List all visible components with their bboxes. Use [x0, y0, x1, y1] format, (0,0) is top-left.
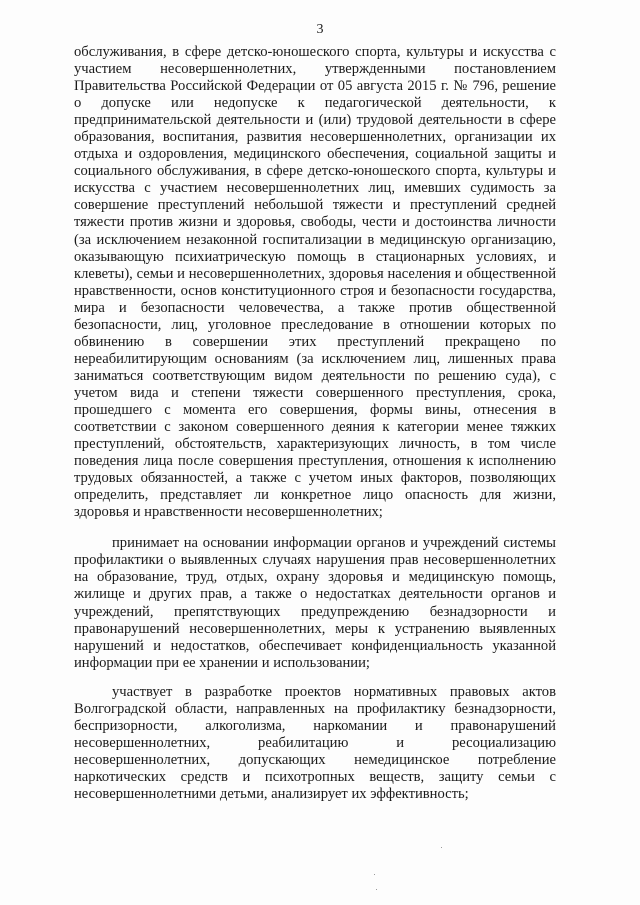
scan-speck	[376, 889, 377, 890]
scan-speck	[374, 874, 375, 875]
page-number: 3	[316, 22, 324, 37]
document-body	[74, 44, 556, 803]
paragraph-legislation-drafting: участвует в разработке проектов нормативных правовых актов Волгоградской области, направленных на профилактику безнадзорности, беспризорности, алкоголизма, наркомании и правонарушений несовершеннолетних, реабилитацию и ресоциализацию несовершеннолетних, допускающих немедицинское потребление наркотических средств и психотропных веществ, защиту семьи с несовершеннолетними детьми, анализирует их эффективность;	[74, 683, 556, 802]
scan-speck	[441, 847, 442, 848]
paragraph-violations-measures: принимает на основании информации органов и учреждений системы профилактики о выявленных случаях нарушения прав несовершеннолетних на образование, труд, отдых, охрану здоровья и медицинскую помощь, жилище и других прав, а также о недостатках деятельности органов и учреждений, препятствующих предупреждению безнадзорности и правонарушений несовершеннолетних, меры к устранению выявленных нарушений и недостатков, обеспечивает конфиденциальность указанной информации при ее хранении и использовании;	[74, 535, 556, 671]
paragraph-continuation: обслуживания, в сфере детско-юношеского спорта, культуры и искусства с участием несовершеннолетних, утвержденными постановлением Правительства Российской Федерации от 05 августа 2015 г. № 796, решение о допуске или недопуске к педагогической деятельности, к предпринимательской деятельности и (или) трудовой деятельности в сфере образования, воспитания, развития несовершеннолетних, организации их отдыха и оздоровления, медицинского обеспечения, социальной защиты и социального обслуживания, в сфере детско-юношеского спорта, культуры и искусства с участием несовершеннолетних лиц, имевших судимость за совершение преступлений небольшой тяжести и преступлений средней тяжести против жизни и здоровья, свободы, чести и достоинства личности (за исключением незаконной госпитализации в медицинскую организацию, оказывающую психиатрическую помощь в стационарных условиях, и клеветы), семьи и несовершеннолетних, здоровья населения и общественной нравственности, основ конституционного строя и безопасности государства, мира и безопасности человечества, а также против общественной безопасности, лиц, уголовное преследование в отношении которых по обвинению в совершении этих преступлений прекращено по нереабилитирующим основаниям (за исключением лиц, лишенных права заниматься соответствующим видом деятельности по решению суда), с учетом вида и степени тяжести совершенного преступления, срока, прошедшего с момента его совершения, формы вины, отнесения в соответствии с законом совершенного деяния к категории менее тяжких преступлений, обстоятельств, характеризующих личность, в том числе поведения лица после совершения преступления, отношения к исполнению трудовых обязанностей, а также с учетом иных факторов, позволяющих определить, представляет ли конкретное лицо опасность для жизни, здоровья и нравственности несовершеннолетних;	[74, 44, 556, 521]
